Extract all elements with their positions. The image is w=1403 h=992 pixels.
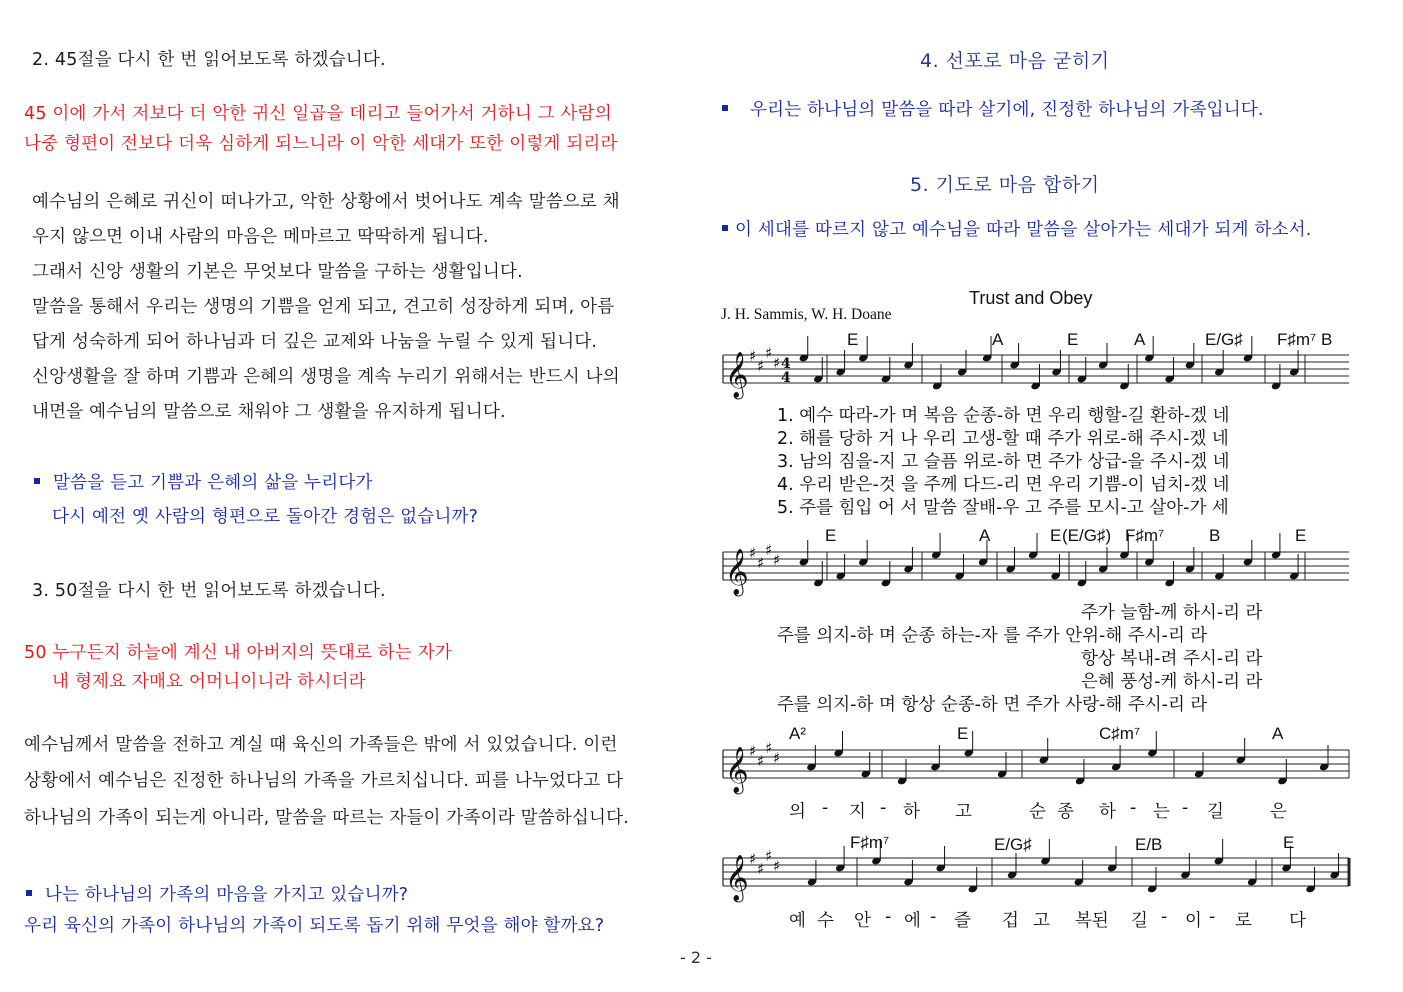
sharp-icon: ♯ [749, 544, 757, 562]
section-3-heading: 3. 50절을 다시 한 번 읽어보도록 하겠습니다. [32, 581, 386, 601]
verse-50-line-2: 내 형제요 자매요 어머니이니라 하시더라 [52, 672, 366, 692]
lyric-syllable: 길 [1207, 802, 1224, 822]
lyric-syllable: 종 [1057, 802, 1074, 822]
lyric-syllable: 고 [1033, 911, 1050, 931]
chord-label: F♯m⁷ [850, 833, 890, 852]
chord-label: B [1209, 526, 1221, 545]
chord-label: E [847, 330, 859, 349]
lyric-syllable: - [1161, 907, 1168, 927]
verse-45-line-1: 45 이에 가서 저보다 더 악한 귀신 일곱을 데리고 들어가서 거하니 그 사람의 [24, 104, 612, 124]
section-2-heading: 2. 45절을 다시 한 번 읽어보도록 하겠습니다. [32, 50, 386, 70]
chord-label: E/G♯ [1205, 330, 1243, 349]
para1-line: 우지 않으면 이내 사람의 마음은 메마르고 딱딱하게 됩니다. [32, 227, 489, 247]
lyric-syllable: - [880, 798, 887, 818]
lyric-syllable: 순 [1029, 802, 1046, 822]
lyrics-verse-1: 1. 예수 따라-가 며 복음 순종-하 면 우리 행할-길 환하-겠 네 [777, 406, 1230, 426]
sharp-icon: ♯ [765, 344, 773, 362]
sharp-icon: ♯ [773, 749, 781, 767]
sharp-icon: ♯ [749, 742, 757, 760]
lyrics-verse-2: 2. 해를 당하 거 나 우리 고생-할 때 주가 위로-해 주시-겠 네 [777, 429, 1229, 449]
chord-label: C♯m⁷ [1099, 724, 1141, 743]
chord-label: E/G♯ [994, 835, 1032, 854]
sharp-icon: ♯ [773, 857, 781, 875]
square-bullet-icon [34, 478, 40, 484]
question-1-line-2: 다시 예전 옛 사람의 형편으로 돌아간 경험은 없습니까? [52, 507, 479, 527]
sharp-icon: ♯ [757, 357, 765, 375]
lyric-syllable: 은 [1270, 802, 1287, 822]
time-signature: 4 [781, 356, 791, 372]
para1-line: 신앙생활을 잘 하며 기쁨과 은혜의 생명을 계속 누리기 위해서는 반드시 나의 [32, 367, 620, 387]
sharp-icon: ♯ [749, 850, 757, 868]
lyric-syllable: 로 [1235, 911, 1252, 931]
question-1-line-1: 말씀을 듣고 기쁨과 은혜의 삶을 누리다가 [34, 469, 373, 494]
verse-50-line-1: 50 누구든지 하늘에 계신 내 아버지의 뜻대로 하는 자가 [24, 643, 452, 663]
lyrics-verse-4: 4. 우리 받은-것 을 주께 다드-리 면 우리 기쁨-이 넘치-겠 네 [777, 475, 1230, 495]
chord-label: A² [789, 724, 806, 743]
chord-label: (E/G♯) [1062, 526, 1112, 545]
lyric-syllable: 즐 [954, 911, 971, 931]
lyric-syllable: - [885, 907, 892, 927]
treble-clef-icon: 𝄞 [725, 352, 749, 398]
hymn-title: Trust and Obey [969, 288, 1093, 308]
hymn-sheet-music [717, 280, 1357, 935]
para1-line: 내면을 예수님의 말씀으로 채워야 그 생활을 유지하게 됩니다. [32, 402, 506, 422]
chord-label: A [1134, 330, 1146, 349]
lyrics-refrain-2: 주를 의지-하 며 순종 하는-자 를 주가 안위-해 주시-리 라 [777, 626, 1208, 646]
verse-45-line-2: 나중 형편이 전보다 더욱 심하게 되느니라 이 악한 세대가 또한 이렇게 되리라 [24, 134, 618, 154]
lyric-syllable: 의 [789, 802, 806, 822]
lyric-syllable: 예 [789, 911, 806, 931]
lyric-syllable: - [1209, 907, 1216, 927]
treble-clef-icon: 𝄞 [725, 549, 749, 595]
chord-label: E [1067, 330, 1079, 349]
lyric-syllable: 수 [817, 911, 834, 931]
chord-label: E/B [1135, 835, 1163, 854]
chord-label: A [992, 330, 1004, 349]
lyrics-refrain-3: 항상 복내-려 주시-리 라 [1081, 649, 1263, 669]
lyric-syllable: - [1130, 798, 1137, 818]
para1-line: 예수님의 은혜로 귀신이 떠나가고, 악한 상황에서 벗어나도 계속 말씀으로 채 [32, 192, 620, 212]
square-bullet-icon [26, 890, 32, 896]
lyrics-refrain-4: 은혜 풍성-케 하시-리 라 [1081, 672, 1263, 692]
para2-line: 예수님께서 말씀을 전하고 계실 때 육신의 가족들은 밖에 서 있었습니다. 이런 [24, 735, 618, 755]
section-5-heading: 5. 기도로 마음 합하기 [910, 174, 1100, 196]
lyric-syllable: 지 [849, 802, 866, 822]
lyrics-verse-3: 3. 남의 짐을-지 고 슬픔 위로-하 면 주가 상급-을 주시-겠 네 [777, 452, 1230, 472]
sharp-icon: ♯ [749, 347, 757, 365]
lyric-syllable: 겁 [1002, 911, 1019, 931]
section-5-bullet: 이 세대를 따르지 않고 예수님을 따라 말씀을 살아가는 세대가 되게 하소서. [722, 216, 1312, 241]
sharp-icon: ♯ [773, 551, 781, 569]
lyrics-refrain-5: 주를 의지-하 며 항상 순종-하 면 주가 사랑-해 주시-리 라 [777, 695, 1208, 715]
lyric-syllable: 고 [955, 802, 972, 822]
treble-clef-icon: 𝄞 [725, 747, 749, 793]
time-signature: 4 [781, 370, 791, 386]
lyrics-verse-5: 5. 주를 힘입 어 서 말씀 잘배-우 고 주를 모시-고 살아-가 세 [777, 498, 1229, 518]
lyric-syllable: 길 [1131, 911, 1148, 931]
chord-label: E [1283, 833, 1295, 852]
sharp-icon: ♯ [757, 752, 765, 770]
treble-clef-icon: 𝄞 [725, 855, 749, 901]
sharp-icon: ♯ [773, 354, 781, 372]
hymn-authors: J. H. Sammis, W. H. Doane [721, 306, 892, 323]
sharp-icon: ♯ [757, 860, 765, 878]
lyric-syllable: - [1182, 798, 1189, 818]
chord-label: F♯m⁷ [1125, 526, 1165, 545]
chord-label: B [1321, 330, 1333, 349]
sharp-icon: ♯ [765, 541, 773, 559]
lyric-syllable: 다 [1289, 911, 1306, 931]
chord-label: E [825, 526, 837, 545]
chord-label: E [957, 724, 969, 743]
lyric-syllable: 이 [1185, 911, 1202, 931]
question-2-line-2: 우리 육신의 가족이 하나님의 가족이 되도록 돕기 위해 무엇을 해야 할까요? [24, 916, 605, 936]
section-4-bullet: 우리는 하나님의 말씀을 따라 살기에, 진정한 하나님의 가족입니다. [722, 96, 1264, 121]
lyric-syllable: - [822, 798, 829, 818]
lyric-syllable: 에 [904, 911, 921, 931]
lyric-syllable: 하 [1099, 802, 1116, 822]
lyric-syllable: - [930, 907, 937, 927]
para1-line: 말씀을 통해서 우리는 생명의 기쁨을 얻게 되고, 견고히 성장하게 되며, 아름 [32, 297, 615, 317]
page-number: - 2 - [680, 948, 712, 967]
left-column [0, 0, 700, 992]
para1-line: 그래서 신앙 생활의 기본은 무엇보다 말씀을 구하는 생활입니다. [32, 262, 523, 282]
square-bullet-icon [722, 105, 728, 111]
lyric-syllable: 복된 [1075, 911, 1109, 931]
para2-line: 하나님의 가족이 되는게 아니라, 말씀을 따르는 자들이 가족이라 말씀하십니다. [24, 808, 629, 828]
question-2-line-1: 나는 하나님의 가족의 마음을 가지고 있습니까? [26, 881, 408, 906]
chord-label: E [1295, 526, 1307, 545]
chord-label: A [1272, 724, 1284, 743]
sharp-icon: ♯ [765, 739, 773, 757]
lyric-syllable: 안 [854, 911, 871, 931]
section-4-heading: 4. 선포로 마음 굳히기 [920, 50, 1110, 72]
para1-line: 답게 성숙하게 되어 하나님과 더 깊은 교제와 나눔을 누릴 수 있게 됩니다. [32, 332, 598, 352]
square-bullet-icon [722, 225, 728, 231]
lyrics-refrain-1: 주가 늘함-께 하시-리 라 [1081, 603, 1263, 623]
sharp-icon: ♯ [757, 554, 765, 572]
chord-label: E [1050, 526, 1062, 545]
chord-label: F♯m⁷ [1277, 330, 1317, 349]
lyric-syllable: 하 [903, 802, 920, 822]
chord-label: A [979, 526, 991, 545]
lyric-syllable: 는 [1153, 802, 1170, 822]
sharp-icon: ♯ [765, 847, 773, 865]
para2-line: 상황에서 예수님은 진정한 하나님의 가족을 가르치십니다. 피를 나누었다고 다 [24, 771, 624, 791]
